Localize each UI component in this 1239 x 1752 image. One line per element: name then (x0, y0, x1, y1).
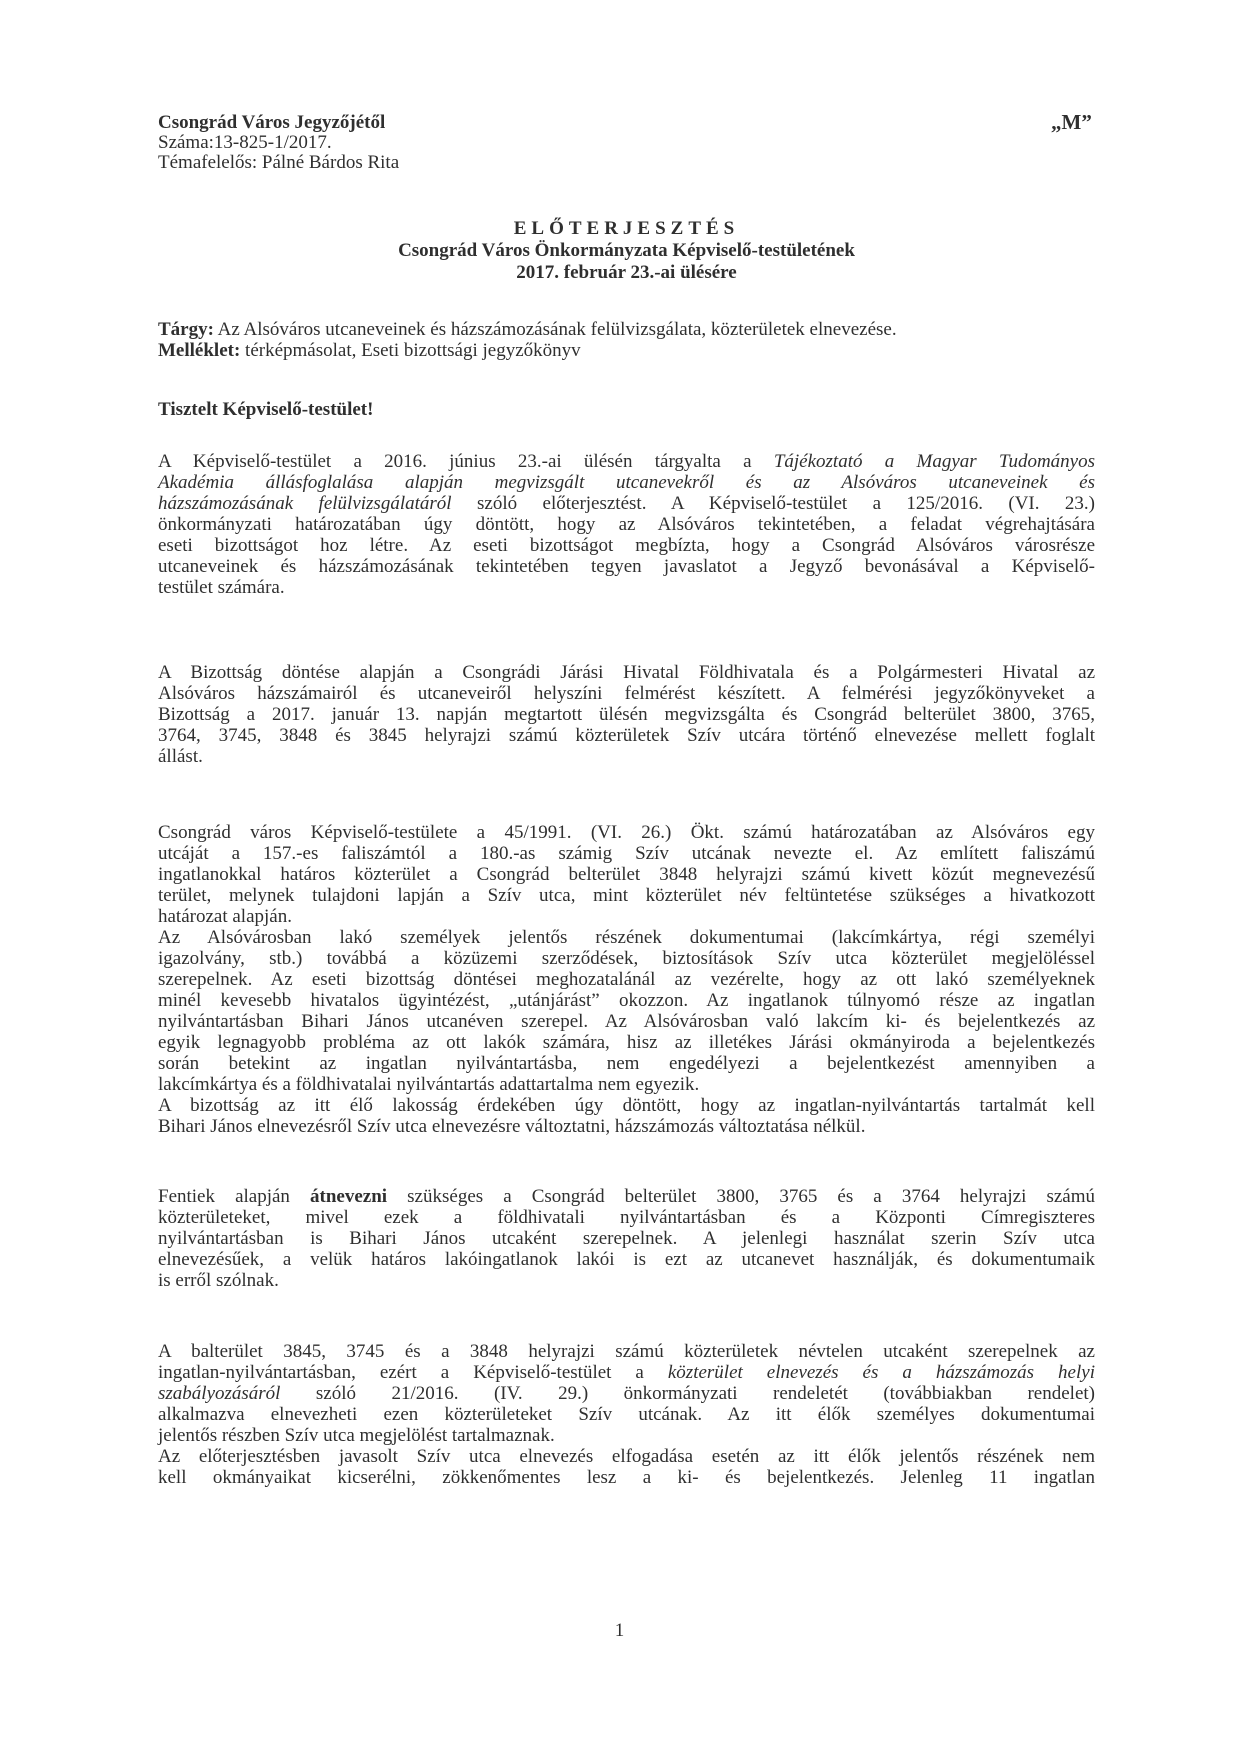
salutation: Tisztelt Képviselő-testület! (158, 399, 374, 420)
text-line: Akadémia állásfoglalása alapján megvizsgált utcanevekről és az Alsóváros utcaneveinek és (158, 472, 1095, 493)
text-line: A bizottság az itt élő lakosság érdekében úgy döntött, hogy az ingatlan-nyilvántartás tartalmát kell (158, 1095, 1095, 1116)
text-line: lakcímkártya és a földhivatalai nyilvántartás adattartalma nem egyezik. (158, 1074, 700, 1095)
subject-text: Az Alsóváros utcaneveinek és házszámozásának felülvizsgálata, közterületek elnevezése. (213, 319, 897, 340)
text-line: 3764, 3745, 3848 és 3845 helyrajzi számú közterületek Szív utcára történő elnevezése mellett foglalt (158, 725, 1095, 746)
text-line: igazolvány, stb.) továbbá a közüzemi szerződések, biztosítások Szív utca közterület megjelöléssel (158, 948, 1095, 969)
attachment-text: térképmásolat, Eseti bizottsági jegyzőkönyv (240, 340, 581, 361)
italic-title: közterület elnevezés és a házszámozás helyi (667, 1362, 1095, 1383)
attachment-line (158, 341, 581, 361)
italic-title: szabályozásáról (158, 1383, 281, 1404)
text: szükséges a Csongrád belterület 3800, 3765 és a 3764 helyrajzi számú (387, 1186, 1095, 1207)
text: Fentiek alapján (158, 1186, 311, 1207)
text-line: szerepelnek. Az eseti bizottság döntései meghozatalánál az vezérelte, hogy az ott lakó személyeknek (158, 969, 1095, 990)
text-line: Csongrád város Képviselő-testülete a 45/1991. (VI. 26.) Ökt. számú határozatában az Alsóváros egy (158, 822, 1095, 843)
document-mark: „M” (1051, 110, 1092, 134)
text-line: nyilvántartásban is Bihari János utcaként szerepelnek. A jelenlegi használat szerin Szív utca (158, 1228, 1095, 1249)
text-line: terület, melynek tulajdoni lapján a Szív utca, mint közterület név feltüntetése szükséges a hivatkozott (158, 885, 1095, 906)
text-line: egyik legnagyobb probléma az ott lakók számára, hisz az illetékes Járási okmányiroda a bejelentkezés (158, 1032, 1095, 1053)
text-line: alkalmazva elnevezheti ezen közterületeket Szív utcának. Az itt élők személyes dokumentumai (158, 1404, 1095, 1425)
page-number: 1 (614, 1620, 625, 1641)
text-line: önkormányzati határozatában úgy döntött, hogy az Alsóváros tekintetében, a feladat végrehajtására (158, 514, 1095, 535)
responsible-person: Témafelelős: Pálné Bárdos Rita (158, 152, 400, 173)
text-line: Bihari János elnevezésről Szív utca elnevezésre változtatni, házszámozás változtatása nélkül. (158, 1116, 866, 1137)
text-line: nyilvántartásban Bihari János utcanéven szerepel. Az Alsóvárosban való lakcím ki- és bejelentkezés az (158, 1011, 1095, 1032)
text-line: során betekint az ingatlan nyilvántartásba, nem engedélyezi a bejelentkezést amennyiben a (158, 1053, 1095, 1074)
text-line: Bizottság a 2017. január 13. napján megtartott ülésén megvizsgálta és Csongrád belterület 3800, 3765, (158, 704, 1095, 725)
text-line: Az előterjesztésben javasolt Szív utca elnevezés elfogadása esetén az itt élők jelentős részének nem (158, 1446, 1095, 1467)
text-line: ingatlanokkal határos közterület a Csongrád belterület 3848 helyrajzi számú kivett közút megnevezésű (158, 864, 1095, 885)
text-line: kell okmányaikat kicserélni, zökkenőmentes lesz a ki- és bejelentkezés. Jelenleg 11 ingatlan (158, 1467, 1095, 1488)
issuer: Csongrád Város Jegyzőjétől (158, 112, 386, 133)
text-line: A balterület 3845, 3745 és a 3848 helyrajzi számú közterületek névtelen utcaként szerepelnek az (158, 1341, 1095, 1362)
text-line: jelentős részben Szív utca megjelölést tartalmaznak. (158, 1425, 555, 1446)
bold-keyword: átnevezni (310, 1186, 388, 1207)
attachment-label: Melléklet: (158, 340, 241, 361)
text-line: Alsóváros házszámairól és utcaneveiről helyszíni felmérést készített. A felmérési jegyzőkönyveket a (158, 683, 1095, 704)
text-line: utcáját a 157.-es faliszámtól a 180.-as számig Szív utcának nevezte el. Az említett faliszámú (158, 843, 1095, 864)
text-line: határozat alapján. (158, 906, 292, 927)
reference-number: Száma:13-825-1/2017. (158, 132, 332, 153)
text-line: Az Alsóvárosban lakó személyek jelentős részének dokumentumai (lakcímkártya, régi személyi (158, 927, 1095, 948)
text: A Képviselő-testület a 2016. június 23.-ai ülésén tárgyalta a (158, 451, 774, 472)
text: szóló 21/2016. (IV. 29.) önkormányzati rendeletét (továbbiakban rendelet) (280, 1383, 1095, 1404)
subject-line (158, 320, 897, 340)
text-line: utcaneveinek és házszámozásának tekintetében tegyen javaslatot a Jegyző bevonásával a Képviselő- (158, 556, 1095, 577)
text: ingatlan-nyilvántartásban, ezért a Képviselő-testület a (158, 1362, 668, 1383)
subject-label: Tárgy: (158, 319, 214, 340)
document-heading: ELŐTERJESZTÉS (513, 218, 740, 239)
addressed-body: Csongrád Város Önkormányzata Képviselő-testületének (398, 240, 855, 261)
italic-title: házszámozásának felülvizsgálatáról (158, 493, 452, 514)
text-line: testület számára. (158, 577, 285, 598)
text-line: közterületeket, mivel ezek a földhivatali nyilvántartásban és a Központi Címregiszteres (158, 1207, 1095, 1228)
text-line: A Bizottság döntése alapján a Csongrádi Járási Hivatal Földhivatala és a Polgármesteri Hivatal az (158, 662, 1095, 683)
text-line: eseti bizottságot hoz létre. Az eseti bizottságot megbízta, hogy a Csongrád Alsóváros városrésze (158, 535, 1095, 556)
text-line: is erről szólnak. (158, 1270, 279, 1291)
text-line: elnevezésűek, a velük határos lakóingatlanok lakói is ezt az utcanevet használják, és dokumentumaik (158, 1249, 1095, 1270)
italic-title: Tájékoztató a Magyar Tudományos (773, 451, 1095, 472)
text-line: minél kevesebb hivatalos ügyintézést, „utánjárást” okozzon. Az ingatlanok túlnyomó része az ingatlan (158, 990, 1095, 1011)
text: szóló előterjesztést. A Képviselő-testület a 125/2016. (VI. 23.) (451, 493, 1096, 514)
meeting-date: 2017. február 23.-ai ülésére (516, 262, 737, 283)
text-line: állást. (158, 746, 203, 767)
